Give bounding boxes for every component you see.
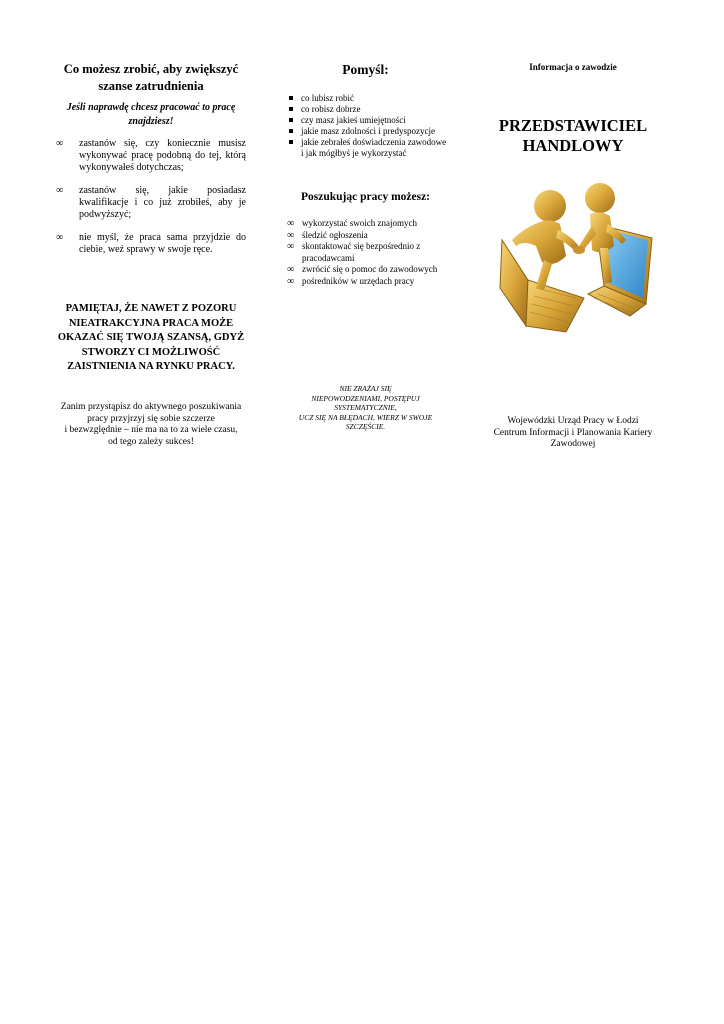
infinity-icon: ∞	[287, 241, 295, 252]
closing-note-line: i bezwzględnie – nie ma na to za wiele czasu,	[64, 425, 238, 435]
encouragement-line: NIEPOWODZENIAMI, POSTĘPUJ	[311, 393, 420, 403]
infinity-icon: ∞	[56, 138, 64, 149]
publisher-line: Centrum Informacji i Planowania Kariery	[493, 427, 653, 438]
infinity-icon: ∞	[56, 232, 64, 243]
closing-note-line: od tego zależy sukces!	[108, 436, 194, 447]
list-item-text: śledzić ogłoszenia	[302, 229, 368, 240]
list-item	[287, 241, 457, 264]
list-item-text: co lubisz robić	[301, 93, 354, 103]
handshake-laptops-icon	[496, 176, 656, 336]
cover-label: Informacja o zawodzie	[529, 62, 617, 72]
list-item	[56, 138, 246, 174]
section-heading: Poszukując pracy możesz:	[300, 191, 431, 203]
list-item	[289, 104, 449, 115]
list-item	[289, 126, 449, 137]
list-item	[289, 115, 449, 126]
illustration-handshake-laptops	[496, 176, 656, 336]
publisher-line: Wojewódzki Urząd Pracy w Łodzi	[507, 416, 639, 426]
infinity-icon: ∞	[287, 229, 295, 241]
list-item-text: pośredników w urzędach pracy	[302, 275, 415, 286]
page-title-line: PRZEDSTAWICIEL	[498, 116, 648, 135]
closing-note	[56, 402, 246, 448]
infinity-icon: ∞	[56, 185, 64, 196]
encouragement-line: SYSTEMATYCZNIE,	[334, 403, 397, 412]
list-item-text: co robisz dobrze	[301, 104, 361, 114]
encouragement-line: SZCZĘŚCIE.	[345, 422, 386, 431]
list-item	[56, 232, 246, 256]
list-item-text: wykorzystać swoich znajomych	[302, 218, 417, 228]
list-item	[287, 218, 457, 230]
encouragement-line: UCZ SIĘ NA BŁĘDACH, WIERZ W SWOJE	[298, 412, 433, 422]
encouragement-line: NIE ZRAŻAJ SIĘ	[339, 384, 392, 393]
page-title	[488, 116, 658, 156]
think-list	[289, 93, 449, 159]
infinity-icon: ∞	[287, 218, 295, 229]
square-bullet-icon	[289, 96, 293, 100]
list-item	[56, 185, 246, 221]
square-bullet-icon	[289, 107, 293, 111]
list-item	[287, 264, 457, 276]
infinity-icon: ∞	[287, 275, 295, 287]
square-bullet-icon	[289, 118, 293, 122]
publisher-office	[488, 416, 658, 451]
closing-note-line: Zanim przystąpisz do aktywnego poszukiwania	[60, 402, 242, 412]
list-item-text: zastanów się, czy koniecznie musisz wykonywać pracę podobną do tej, którą wykonywałeś dotychczas;	[79, 138, 246, 173]
section-heading: Pomyśl:	[342, 62, 389, 77]
list-item-text: skontaktować się bezpośrednio z pracodawcami	[302, 241, 421, 263]
list-item-text: nie myśl, że praca sama przyjdzie do ciebie, weź sprawy w swoje ręce.	[79, 232, 246, 255]
list-item-text: zastanów się, jakie posiadasz kwalifikacje i co już zrobiłeś, aby je podwyższyć;	[79, 185, 246, 220]
reminder-text: PAMIĘTAJ, ŻE NAWET Z POZORU NIEATRAKCYJNA PRACA MOŻE OKAZAĆ SIĘ TWOJĄ SZANSĄ, GDYŻ STWORZY CI MOŻLIWOŚĆ ZAISTNIENIA NA RYNKU PRACY.	[57, 303, 245, 372]
square-bullet-icon	[289, 140, 293, 144]
encouragement-text	[283, 384, 448, 432]
publisher-line: Zawodowej	[550, 439, 596, 449]
list-item-text: jakie masz zdolności i predyspozycje	[301, 126, 435, 136]
advice-list	[56, 138, 246, 267]
list-item	[287, 276, 457, 288]
list-item	[289, 137, 449, 159]
closing-note-line: pracy przyjrzyj się sobie szczerze	[87, 413, 215, 424]
infinity-icon: ∞	[287, 264, 295, 275]
square-bullet-icon	[289, 129, 293, 133]
list-item-text: czy masz jakieś umiejętności	[301, 115, 406, 125]
motto: Jeśli naprawdę chcesz pracować to pracę znajdziesz!	[66, 102, 236, 127]
page-title-line: HANDLOWY	[522, 136, 624, 155]
list-item	[289, 93, 449, 104]
list-item	[287, 230, 457, 242]
list-item-text: zwrócić się o pomoc do zawodowych	[302, 264, 438, 274]
list-item-text: jakie zebrałeś doświadczenia zawodowe i jak mógłbyś je wykorzystać	[301, 137, 447, 158]
section-heading: Co możesz zrobić, aby zwiększyć szanse zatrudnienia	[63, 62, 239, 93]
job-search-list	[287, 218, 457, 287]
